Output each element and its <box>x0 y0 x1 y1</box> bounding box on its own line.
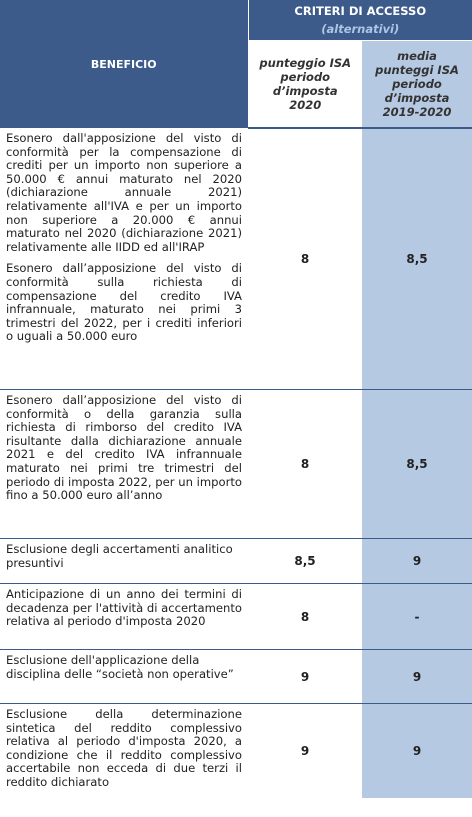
benefit-paragraph: Esonero dall’apposizione del visto di conformità sulla richiesta di compensazione del credito IVA infrannuale, maturato nei primi 3 trimestri del 2022, per i crediti inferiori o uguali a 50.000 euro <box>6 261 242 344</box>
benefit-column-header <box>0 0 248 128</box>
isa-average-value: 8,5 <box>362 128 472 390</box>
table-row <box>0 539 472 584</box>
header-line: d’imposta <box>384 91 450 105</box>
benefit-label: BENEFICIO <box>90 57 157 71</box>
benefit-description <box>0 539 248 584</box>
isa-average-value: 9 <box>362 650 472 704</box>
table-row <box>0 128 472 390</box>
header-line: 2019-2020 <box>382 105 452 119</box>
isa-score-2020-header <box>248 41 362 129</box>
criteria-title: CRITERI DI ACCESSO <box>294 4 427 18</box>
benefit-description <box>0 650 248 704</box>
isa-score-2020-value: 8,5 <box>248 539 362 584</box>
header-line: 2020 <box>289 98 322 112</box>
benefit-description <box>0 704 248 799</box>
header-line: periodo <box>280 70 331 84</box>
benefit-paragraph: Anticipazione di un anno dei termini di decadenza per l'attività di accertamento relativa al periodo d'imposta 2020 <box>6 587 242 629</box>
isa-score-2020-value: 9 <box>248 704 362 799</box>
table-row <box>0 390 472 539</box>
header-line: media <box>397 49 437 63</box>
isa-average-value: 8,5 <box>362 390 472 539</box>
table-row <box>0 650 472 704</box>
isa-score-2020-value: 9 <box>248 650 362 704</box>
table-row <box>0 704 472 799</box>
benefit-description <box>0 128 248 390</box>
header-line: punteggi ISA <box>375 63 459 77</box>
benefit-paragraph: Esonero dall’apposizione del visto di conformità o della garanzia sulla richiesta di rimborso del credito IVA risultante dalla dichiarazione annuale 2021 e del credito IVA infrannuale maturato nei primi tre trimestri del periodo di imposta 2022, per un importo fino a 50.000 euro all’anno <box>6 393 242 503</box>
benefit-description <box>0 584 248 650</box>
benefit-paragraph: Esclusione degli accertamenti analitico presuntivi <box>6 542 233 570</box>
criteria-alternative-note: (alternativi) <box>321 22 400 36</box>
benefit-paragraph: Esonero dall'apposizione del visto di conformità per la compensazione di crediti per un importo non superiore a 50.000 € annui maturato nel 2020 (dichiarazione annuale 2021) relativamente all'IVA e per un importo non superiore a 20.000 € annui maturato nel 2020 (dichiarazione 2021) relativamente alle IIDD ed all'IRAP <box>6 131 242 254</box>
isa-score-2020-value: 8 <box>248 584 362 650</box>
header-line: d’imposta <box>272 84 338 98</box>
isa-average-value: - <box>362 584 472 650</box>
table-row <box>0 584 472 650</box>
isa-average-value: 9 <box>362 539 472 584</box>
benefit-paragraph: Esclusione dell'applicazione della disciplina delle “società non operative” <box>6 653 234 681</box>
isa-average-value: 9 <box>362 704 472 799</box>
benefit-description <box>0 390 248 539</box>
criteria-header <box>248 0 472 41</box>
benefit-paragraph: Esclusione della determinazione sintetica del reddito complessivo relativa al periodo d'imposta 2020, a condizione che il reddito complessivo accertabile non ecceda di due terzi il reddito dichiarato <box>6 707 242 789</box>
isa-average-2019-2020-header <box>362 41 472 129</box>
header-line: punteggio ISA <box>259 56 352 70</box>
header-line: periodo <box>392 77 442 91</box>
isa-score-2020-value: 8 <box>248 390 362 539</box>
isa-score-2020-value: 8 <box>248 128 362 390</box>
